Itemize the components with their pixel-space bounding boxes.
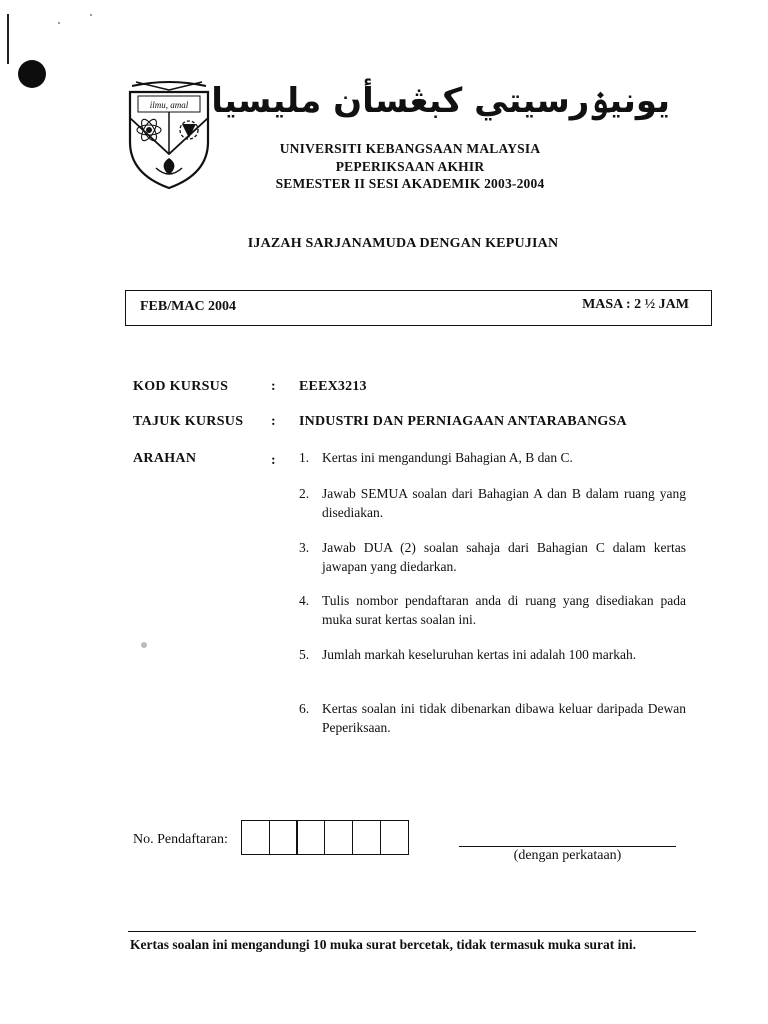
- exam-date: FEB/MAC 2004: [140, 299, 237, 314]
- course-code: EEEX3213: [299, 379, 367, 394]
- semester-line: SEMESTER II SESI AKADEMIK 2003-2004: [275, 176, 545, 191]
- degree-title: IJAZAH SARJANAMUDA DENGAN KEPUJIAN: [247, 236, 559, 251]
- registration-in-words-caption: (dengan perkataan): [513, 848, 622, 863]
- course-title-colon: :: [271, 414, 276, 429]
- registration-digit-box[interactable]: [380, 820, 409, 855]
- page-count-note: Kertas soalan ini mengandungi 10 muka surat bercetak, tidak termasuk muka surat ini.: [130, 937, 637, 952]
- registration-digit-box[interactable]: [269, 820, 298, 855]
- instruction-text: Jumlah markah keseluruhan kertas ini adalah 100 markah.: [322, 647, 637, 662]
- instruction-text: Jawab SEMUA soalan dari Bahagian A dan B dalam ruang yang disediakan.: [322, 486, 686, 520]
- instruction-number: 4.: [299, 593, 310, 608]
- university-name-jawi: يونيۏرسيتي كبڠسأن مليسيا: [211, 81, 670, 121]
- instruction-item: [299, 538, 686, 576]
- course-code-colon: :: [271, 379, 276, 394]
- exam-title: PEPERIKSAAN AKHIR: [335, 158, 485, 174]
- scan-speck: [141, 642, 147, 648]
- scan-speck: [58, 22, 60, 24]
- registration-digit-box[interactable]: [241, 820, 270, 855]
- course-code-label: KOD KURSUS: [133, 379, 229, 394]
- instruction-number: 6.: [299, 701, 310, 716]
- instructions-label: ARAHAN: [133, 451, 197, 466]
- instruction-item: [299, 484, 686, 522]
- university-header: [180, 140, 640, 193]
- instruction-number: 5.: [299, 647, 310, 662]
- instruction-text: Kertas soalan ini tidak dibenarkan dibawa keluar daripada Dewan Peperiksaan.: [322, 701, 686, 735]
- crest-motto: ilmu, amal: [149, 100, 189, 110]
- course-title: INDUSTRI DAN PERNIAGAAN ANTARABANGSA: [299, 414, 627, 429]
- registration-digit-box[interactable]: [296, 820, 325, 855]
- instruction-number: 1.: [299, 450, 310, 465]
- footer-divider: [128, 931, 696, 932]
- registration-label: No. Pendaftaran:: [133, 832, 228, 847]
- session-box: [125, 290, 712, 326]
- instruction-item: [299, 448, 686, 467]
- margin-line: [7, 14, 9, 64]
- instruction-text: Jawab DUA (2) soalan sahaja dari Bahagian C dalam kertas jawapan yang diedarkan.: [322, 540, 686, 574]
- instruction-text: Tulis nombor pendaftaran anda di ruang yang disediakan pada muka surat kertas soalan ini.: [322, 593, 686, 627]
- instruction-item: [299, 699, 686, 737]
- university-name: UNIVERSITI KEBANGSAAN MALAYSIA: [279, 141, 541, 156]
- course-title-label: TAJUK KURSUS: [133, 414, 244, 429]
- instructions-colon: :: [271, 453, 276, 468]
- instruction-item: [299, 591, 686, 629]
- registration-digit-box[interactable]: [352, 820, 381, 855]
- scan-speck: [90, 14, 92, 16]
- registration-in-words-line[interactable]: [459, 846, 676, 847]
- instruction-text: Kertas ini mengandungi Bahagian A, B dan C.: [322, 450, 573, 465]
- registration-digit-box[interactable]: [324, 820, 353, 855]
- punch-hole: [18, 60, 46, 88]
- registration-number-boxes[interactable]: [242, 820, 409, 855]
- exam-duration: MASA : 2 ½ JAM: [582, 297, 689, 312]
- instruction-item: [299, 645, 686, 664]
- instruction-number: 3.: [299, 540, 310, 555]
- instruction-number: 2.: [299, 486, 310, 501]
